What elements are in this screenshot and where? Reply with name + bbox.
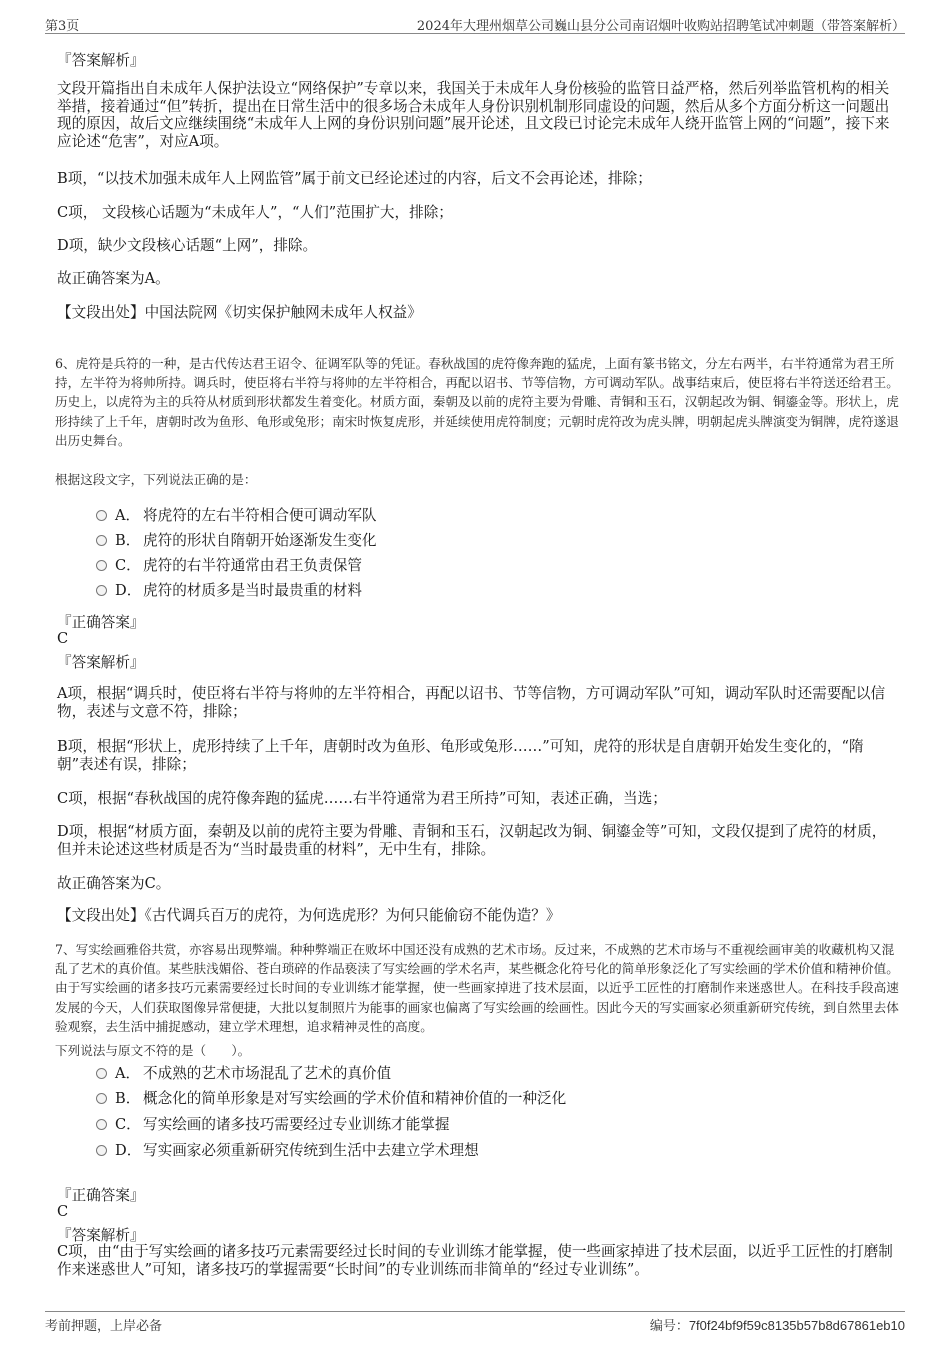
q6-analysis-c: C项，根据“春秋战国的虎符像奔跑的猛虎……右半符通常为君王所持”可知，表述正确，当选； [57,790,667,807]
q7-option-c[interactable]: C． 写实绘画的诸多技巧需要经过专业训练才能掌握 [96,1116,449,1134]
radio-icon[interactable] [96,1145,107,1156]
q7-option-d[interactable]: D． 写实画家必须重新研究传统到生活中去建立学术理想 [96,1142,479,1160]
q6-analysis-a: A项，根据“调兵时，使臣将右半符与将帅的左半符相合，再配以诏书、节等信物，方可调动军队”可知，调动军队时还需要配以信物，表述与文意不符，排除； [57,685,886,720]
q7-analysis-c: C项，由“由于写实绘画的诸多技巧元素需要经过长时间的专业训练才能掌握，使一些画家掉进了技术层面，以近乎工匠性的打磨制作来迷惑世人”可知，诸多技巧的掌握需要“长时间”的专业训练而非简单的“经过专业训练”。 [57,1243,893,1278]
document-title: 2024年大理州烟草公司巍山县分公司南诏烟叶收购站招聘笔试冲刺题（带答案解析） [416,19,905,34]
q6-option-a[interactable]: A． 将虎符的左右半符相合便可调动军队 [96,507,377,525]
radio-icon[interactable] [96,1119,107,1130]
q6-option-c[interactable]: C． 虎符的右半符通常由君王负责保管 [96,557,362,575]
q7-answer-label: 『正确答案』 [57,1187,145,1204]
q5-analysis-d: D项，缺少文段核心话题“上网”，排除。 [57,237,318,254]
q7-analysis-label: 『答案解析』 [57,1227,145,1244]
q7-prompt: 下列说法与原文不符的是（ ）。 [55,1043,251,1058]
radio-icon[interactable] [96,535,107,546]
footer-slogan: 考前押题，上岸必备 [45,1319,163,1334]
q6-prompt: 根据这段文字，下列说法正确的是： [55,472,257,487]
q7-option-b[interactable]: B． 概念化的简单形象是对写实绘画的学术价值和精神价值的一种泛化 [96,1090,566,1108]
q6-answer: C [57,630,69,647]
radio-icon[interactable] [96,1068,107,1079]
q5-analysis-b: B项，“以技术加强未成年人上网监管”属于前文已经论述过的内容，后文不会再论述，排除； [57,170,652,187]
q6-option-b[interactable]: B． 虎符的形状自隋朝开始逐渐发生变化 [96,532,377,550]
q6-option-d[interactable]: D． 虎符的材质多是当时最贵重的材料 [96,582,362,600]
q6-passage: 6、虎符是兵符的一种，是古代传达君王诏令、征调军队等的凭证。春秋战国的虎符像奔跑的猛虎，上面有篆书铭文，分左右两半，右半符通常为君王所持，左半符为将帅所持。调兵时，使臣将右半符与将帅的左半符相合，再配以诏书、节等信物，方可调动军队。战事结束后，使臣将右半符送还给君王。历史上，以虎符为主的兵符从材质到形状都发生着变化。材质方面，秦朝及以前的虎符主要为骨雕、青铜和玉石，汉朝起改为铜、铜鎏金等。形状上，虎形持续了上千年，唐朝时改为鱼形、龟形或兔形；南宋时恢复虎形，并延续使用虎符制度；元朝时虎符改为虎头牌，明朝起虎头牌演变为铜牌，虎符遂退出历史舞台。 [55,356,899,448]
q6-source: 【文段出处】《古代调兵百万的虎符，为何选虎形？为何只能偷窃不能伪造？》 [57,907,561,924]
q6-analysis-d: D项，根据“材质方面，秦朝及以前的虎符主要为骨雕、青铜和玉石，汉朝起改为铜、铜鎏金等”可知，文段仅提到了虎符的材质，但并未论述这些材质是否为“当时最贵重的材料”，无中生有，排除。 [57,823,887,858]
q5-analysis-c: C项， 文段核心话题为“未成年人”，“人们”范围扩大，排除； [57,204,453,221]
header-divider [45,33,905,34]
q5-analysis-text: 文段开篇指出自未成年人保护法设立“网络保护”专章以来，我国关于未成年人身份核验的监管日益严格，然后列举监管机构的相关举措，接着通过“但”转折，提出在日常生活中的很多场合未成年人身份识别机制形同虚设的问题，然后从多个方面分析这一问题出现的原因，故后文应继续围绕“未成年人上网的身份识别问题”展开论述，且文段已讨论完未成年人绕开监管上网的“问题”，接下来应论述“危害”，对应A项。 [57,80,890,150]
q6-analysis-label: 『答案解析』 [57,654,145,671]
q5-source: 【文段出处】中国法院网《切实保护触网未成年人权益》 [57,304,422,321]
radio-icon[interactable] [96,510,107,521]
footer-divider [45,1311,905,1312]
q5-conclusion: 故正确答案为A。 [57,270,170,287]
q7-answer: C [57,1203,69,1220]
q7-passage: 7、写实绘画雅俗共赏，亦容易出现弊端。种种弊端正在败坏中国还没有成熟的艺术市场。反过来，不成熟的艺术市场与不重视绘画审美的收藏机构又混乱了艺术的真价值。某些肤浅媚俗、苍白琐碎的作品亵渎了写实绘画的学术名声，某些概念化符号化的简单形象泛化了写实绘画的学术价值和精神价值。由于写实绘画的诸多技巧元素需要经过长时间的专业训练才能掌握，使一些画家掉进了技术层面，以近乎工匠性的打磨制作来迷惑世人。在科技手段高速发展的今天，人们获取图像异常便捷，大批以复制照片为能事的画家也偏离了写实绘画的绘画性。因此今天的写实画家必须重新研究传统，到自然里去体验观察，去生活中捕捉感动，建立学术理想，追求精神灵性的高度。 [55,942,899,1034]
radio-icon[interactable] [96,560,107,571]
q6-analysis-b: B项，根据“形状上，虎形持续了上千年，唐朝时改为鱼形、龟形或兔形……”可知，虎符的形状是自唐朝开始发生变化的，“隋朝”表述有误，排除； [57,738,864,773]
q6-conclusion: 故正确答案为C。 [57,875,171,892]
footer-code: 编号：7f0f24bf9f59c8135b57b8d67861eb10 [649,1318,905,1334]
q5-analysis-label: 『答案解析』 [57,52,145,69]
radio-icon[interactable] [96,585,107,596]
q7-option-a[interactable]: A． 不成熟的艺术市场混乱了艺术的真价值 [96,1065,391,1083]
q6-answer-label: 『正确答案』 [57,614,145,631]
page-number: 第3页 [45,19,80,34]
radio-icon[interactable] [96,1093,107,1104]
